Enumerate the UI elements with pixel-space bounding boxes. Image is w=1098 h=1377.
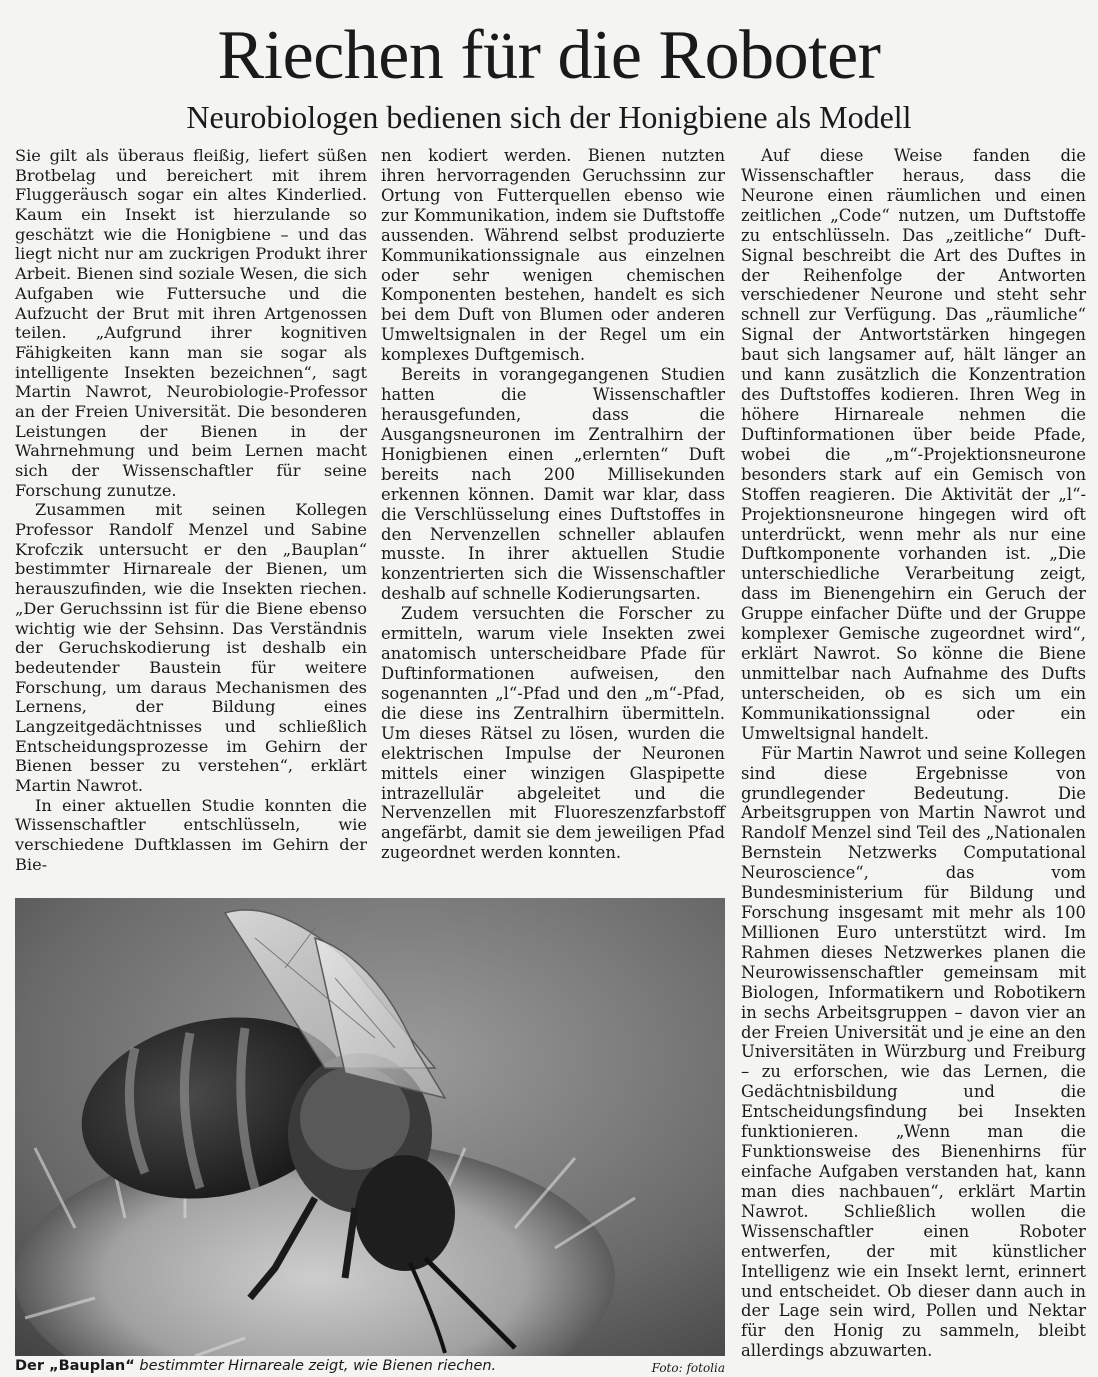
paragraph: nen kodiert werden. Bienen nutzten ihren hervorragenden Geruchssinn zur Ortung von Futterquellen ebenso wie zur Kommunikation, indem sie Duftstoffe aussenden. Während selbst produzierte Kommunikationssignale aus einzelnen oder sehr wenigen chemischen Komponenten bestehen, handelt es sich bei dem Duft von Blumen oder anderen Umweltsignalen in der Regel um ein komplexes Duftgemisch. <box>381 146 725 365</box>
article-column-1 <box>15 146 367 881</box>
paragraph: Für Martin Nawrot und seine Kollegen sind diese Ergebnisse von grundlegender Bedeutung. Die Arbeitsgruppen von Martin Nawrot und Randolf Menzel sind Teil des „Nationalen Bernstein Netzwerks Computational Neuroscience“, das vom Bundesministerium für Bildung und Forschung insgesamt mit mehr als 100 Millionen Euro unterstützt wird. Im Rahmen dieses Netzwerkes planen die Neurowissenschaftler gemeinsam mit Biologen, Informatikern und Robotikern in sechs Arbeitsgruppen – davon vier an der Freien Universität und je eine an den Universitäten in Würzburg und Freiburg – zu erforschen, wie das Lernen, die Gedächtnisbildung und die Entscheidungsfindung bei Insekten funktionieren. „Wenn man die Funktionsweise des Bienenhirns für einfache Aufgaben verstanden hat, kann man dies nachbauen“, erklärt Martin Nawrot. Schließlich wollen die Wissenschaftler einen Roboter entwerfen, der mit künstlicher Intelligenz wie ein Insekt lernt, erinnert und entscheidet. Ob dieser dann auch in der Lage sein wird, Pollen und Nektar für den Honig zu sammeln, bleibt allerdings abzuwarten. <box>741 743 1086 1361</box>
paragraph: Auf diese Weise fanden die Wissenschaftler heraus, dass die Neurone einen räumlichen und einen zeitlichen „Code“ nutzen, um Duftstoffe zu entschlüsseln. Das „zeitliche“ Duft-Signal beschreibt die Art des Duftes in der Reihenfolge der Antworten verschiedener Neurone und steht sehr schnell zur Verfügung. Das „räumliche“ Signal der Antwortstärken hingegen baut sich langsamer auf, hält länger an und kann zusätzlich die Konzentration des Duftstoffes kodieren. Ihren Weg in höhere Hirnareale nehmen die Duftinformationen über beide Pfade, wobei die „m“-Projektionsneurone besonders stark auf ein Gemisch von Stoffen reagieren. Die Aktivität der „l“-Projektionsneurone hingegen wird oft unterdrückt, wenn mehr als nur eine Duftkomponente vorhanden ist. „Die unterschiedliche Verarbeitung zeigt, dass im Bienengehirn ein Geruch der Gruppe einfacher Düfte und der Gruppe komplexer Gemische zugeordnet wird“, erklärt Nawrot. So könne die Biene unmittelbar nach Aufnahme des Dufts unterscheiden, ob es sich um ein Kommunikationssignal oder ein Umweltsignal handelt. <box>741 146 1086 743</box>
caption-text: bestimmter Hirnareale zeigt, wie Bienen riechen. <box>134 1358 497 1374</box>
subheadline: Neurobiologen bedienen sich der Honigbiene als Modell <box>186 99 912 135</box>
bee-photo <box>15 898 725 1356</box>
bee-on-flower-illustration <box>15 898 725 1356</box>
paragraph: Zusammen mit seinen Kollegen Professor Randolf Menzel und Sabine Krofczik untersucht er den „Bauplan“ bestimmter Hirnareale der Bienen, um herauszufinden, wie die Insekten riechen. „Der Geruchssinn ist für die Biene ebenso wichtig wie der Sehsinn. Das Verständnis der Geruchskodierung ist deshalb ein bedeutender Baustein für weitere Forschung, um daraus Mechanismen des Lernens, der Bildung eines Langzeitgedächtnisses und schließlich Entscheidungsprozesse im Gehirn der Bienen besser zu verstehen“, erklärt Martin Nawrot. <box>15 500 367 795</box>
paragraph: Bereits in vorangegangenen Studien hatten die Wissenschaftler herausgefunden, dass die Ausgangsneuronen im Zentralhirn der Honigbienen einen „erlernten“ Duft bereits nach 200 Millisekunden erkennen können. Damit war klar, dass die Verschlüsselung eines Duftstoffes in den Nervenzellen schneller ablaufen musste. In ihrer aktuellen Studie konzentrierten sich die Wissenschaftler deshalb auf schnelle Kodierungsarten. <box>381 365 725 604</box>
paragraph: Sie gilt als überaus fleißig, liefert süßen Brotbelag und bereichert mit ihrem Fluggeräusch sogar ein altes Kinderlied. Kaum ein Insekt ist hierzulande so geschätzt wie die Honigbiene – und das liegt nicht nur am zuckrigen Produkt ihrer Arbeit. Bienen sind soziale Wesen, die sich Aufgaben wie Futtersuche und die Aufzucht der Brut mit ihren Artgenossen teilen. „Aufgrund ihrer kognitiven Fähigkeiten kann man sie sogar als intelligente Insekten bezeichnen“, sagt Martin Nawrot, Neurobiologie-Professor an der Freien Universität. Die besonderen Leistungen der Bienen in der Wahrnehmung und beim Lernen macht sich der Wissenschaftler für seine Forschung zunutze. <box>15 146 367 500</box>
caption-bold: Der „Bauplan“ <box>15 1358 135 1374</box>
paragraph: In einer aktuellen Studie konnten die Wissenschaftler entschlüsseln, wie verschiedene Duftklassen im Gehirn der Bie- <box>15 795 367 874</box>
photo-caption <box>15 1357 725 1375</box>
headline: Riechen für die Roboter <box>217 17 881 94</box>
paragraph: Zudem versuchten die Forscher zu ermitteln, warum viele Insekten zwei anatomisch unterscheidbare Pfade für Duftinformationen aufweisen, den sogenannten „l“-Pfad und den „m“-Pfad, die diese ins Zentralhirn übermitteln. Um dieses Rätsel zu lösen, wurden die elektrischen Impulse der Neuronen mittels einer winzigen Glaspipette intrazellulär abgeleitet und die Nervenzellen mit Fluoreszenzfarbstoff angefärbt, damit sie dem jeweiligen Pfad zugeordnet werden konnten. <box>381 604 725 863</box>
article-column-3 <box>741 146 1086 1366</box>
photo-credit: Foto: fotolia <box>651 1361 725 1375</box>
article-column-2 <box>381 146 725 881</box>
